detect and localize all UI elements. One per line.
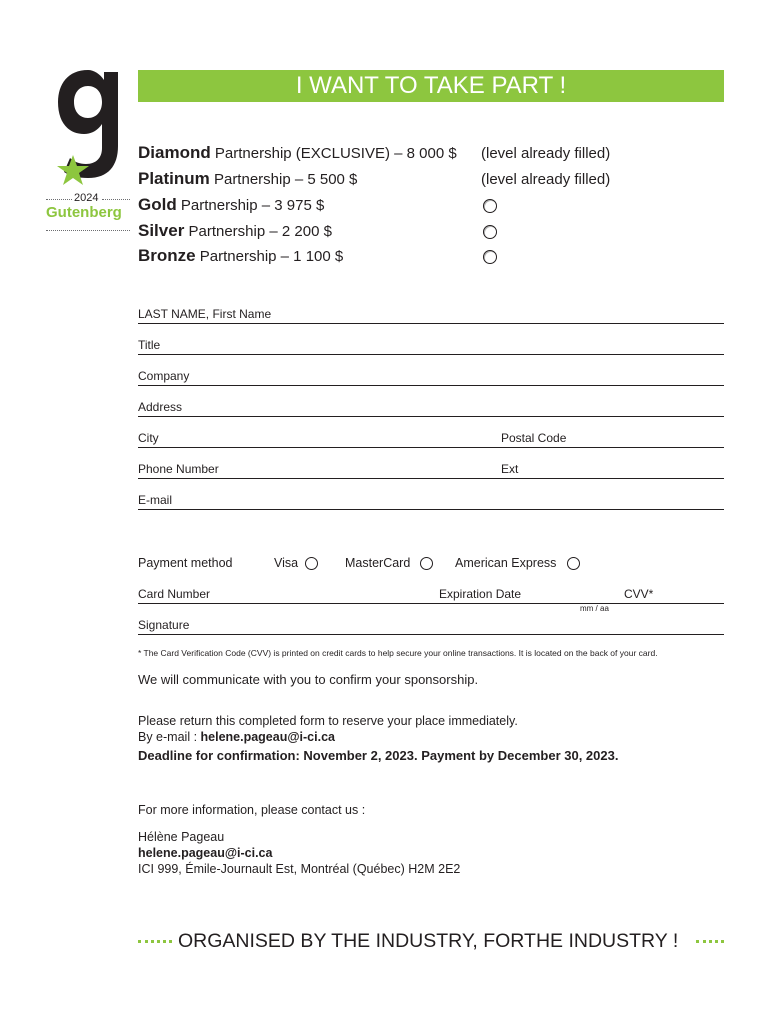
deadline-text: Deadline for confirmation: November 2, 2023. Payment by December 30, 2023.: [138, 748, 619, 763]
phone-label: Phone Number: [138, 462, 219, 476]
level-desc: Partnership – 3 975 $: [180, 197, 325, 214]
phone-field[interactable]: [138, 462, 724, 479]
card-number-label: Card Number: [138, 587, 211, 601]
mastercard-radio[interactable]: [420, 557, 433, 570]
address-label: Address: [138, 400, 183, 414]
level-gold: [138, 195, 324, 215]
level-name: Silver: [138, 221, 185, 240]
level-desc: Partnership – 5 500 $: [213, 171, 358, 188]
email-field[interactable]: [138, 493, 724, 510]
ext-label: Ext: [501, 462, 519, 476]
amex-label: American Express: [455, 556, 557, 570]
title-field[interactable]: [138, 338, 724, 355]
footer-dots-left: [138, 940, 172, 943]
visa-label: Visa: [274, 556, 299, 570]
footer-dots-right: [696, 940, 724, 943]
payment-method-label: Payment method: [138, 556, 233, 570]
city-label: City: [138, 431, 159, 445]
level-name: Platinum: [138, 169, 210, 188]
email-label: E-mail: [138, 493, 173, 507]
city-postal-field[interactable]: [138, 431, 724, 448]
logo-divider: [46, 230, 130, 231]
signature-field[interactable]: [138, 618, 724, 635]
cvv-footnote: * The Card Verification Code (CVV) is printed on credit cards to help secure your online transactions. It is located on the back of your card.: [138, 648, 658, 658]
amex-radio[interactable]: [567, 557, 580, 570]
level-diamond: [138, 143, 457, 163]
level-status: (level already filled): [481, 145, 611, 162]
confirm-text: We will communicate with you to confirm your sponsorship.: [138, 672, 479, 687]
date-format-hint: mm / aa: [580, 604, 609, 613]
company-label: Company: [138, 369, 190, 383]
return-text: Please return this completed form to reserve your place immediately.: [138, 714, 518, 728]
contact-address: ICI 999, Émile-Journault Est, Montréal (Québec) H2M 2E2: [138, 862, 461, 876]
bronze-radio[interactable]: [483, 250, 497, 264]
expiration-label: Expiration Date: [439, 587, 522, 601]
email-prefix: By e-mail :: [138, 730, 201, 744]
level-desc: Partnership – 1 100 $: [199, 248, 344, 265]
cvv-label: CVV*: [624, 587, 654, 601]
visa-radio[interactable]: [305, 557, 318, 570]
address-field[interactable]: [138, 400, 724, 417]
postal-code-label: Postal Code: [501, 431, 567, 445]
form-title-banner: I WANT TO TAKE PART !: [138, 70, 724, 102]
contact-intro: For more information, please contact us :: [138, 803, 366, 817]
email-line: [138, 730, 335, 744]
level-silver: [138, 221, 332, 241]
mastercard-label: MasterCard: [345, 556, 411, 570]
email-link[interactable]: helene.pageau@i-ci.ca: [200, 730, 335, 744]
logo-year: 2024: [74, 192, 99, 204]
level-status: (level already filled): [481, 171, 611, 188]
silver-radio[interactable]: [483, 225, 497, 239]
level-name: Bronze: [138, 246, 196, 265]
level-name: Diamond: [138, 143, 211, 162]
card-number-field[interactable]: [138, 587, 724, 604]
footer-tagline: ORGANISED BY THE INDUSTRY, FORTHE INDUSTRY !: [178, 930, 679, 952]
level-desc: Partnership (EXCLUSIVE) – 8 000 $: [214, 145, 457, 162]
level-name: Gold: [138, 195, 177, 214]
level-bronze: [138, 246, 343, 266]
signature-label: Signature: [138, 618, 190, 632]
company-field[interactable]: [138, 369, 724, 386]
contact-email[interactable]: helene.pageau@i-ci.ca: [138, 846, 273, 860]
level-platinum: [138, 169, 357, 189]
title-label: Title: [138, 338, 161, 352]
logo-name: Gutenberg: [46, 204, 122, 221]
contact-name: Hélène Pageau: [138, 830, 225, 844]
star-icon: [56, 154, 90, 188]
gold-radio[interactable]: [483, 199, 497, 213]
name-label: LAST NAME, First Name: [138, 307, 272, 321]
name-field[interactable]: [138, 307, 724, 324]
level-desc: Partnership – 2 200 $: [188, 223, 332, 240]
